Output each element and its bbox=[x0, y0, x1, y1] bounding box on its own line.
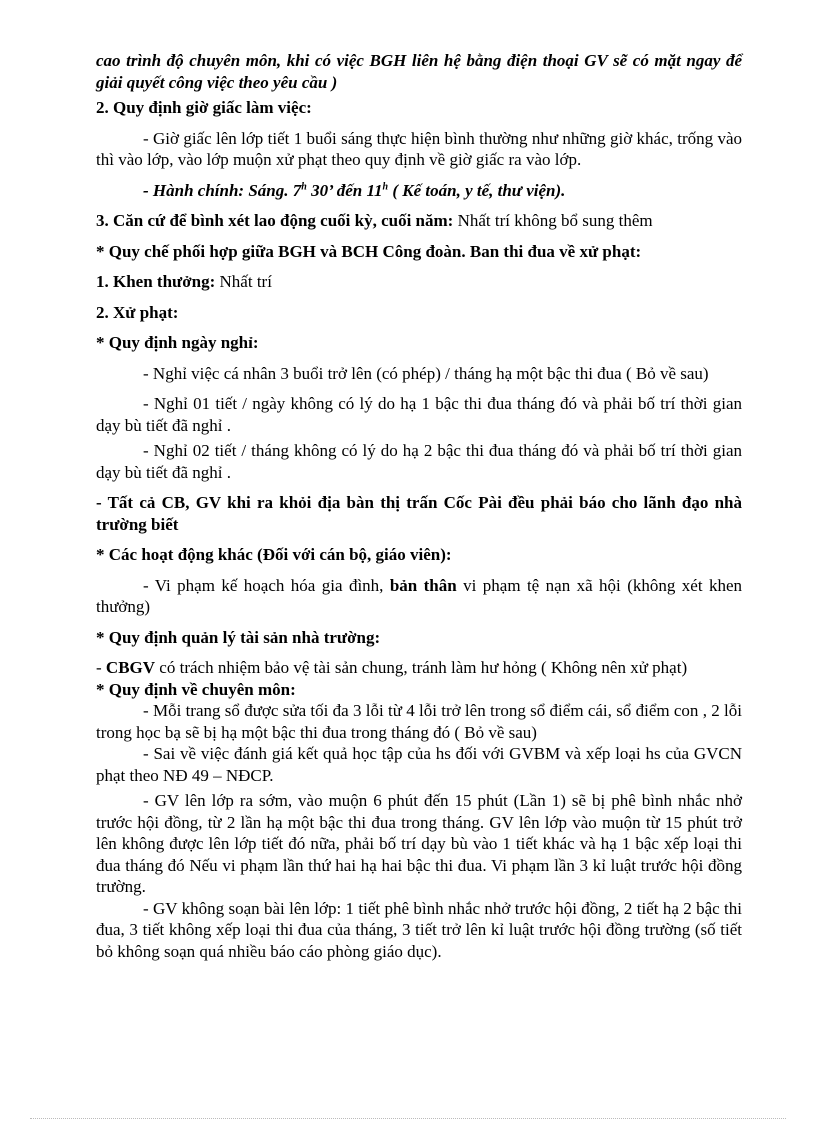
professional-rule-2: - Sai về việc đánh giá kết quả học tập của hs đối với GVBM và xếp loại hs của GVCN phạt theo NĐ 49 – NĐCP. bbox=[96, 744, 742, 785]
asset-bold: CBGV bbox=[105, 658, 156, 677]
office-hours-part-1: - Hành chính: Sáng. 7 bbox=[143, 180, 302, 200]
coordination-heading: * Quy chế phối hợp giữa BGH và BCH Công đoàn. Ban thi đua về xử phạt: bbox=[96, 241, 642, 261]
area-leave-rule: - Tất cả CB, GV khi ra khỏi địa bàn thị trấn Cốc Pài đều phải báo cho lãnh đạo nhà trường biết bbox=[96, 493, 742, 534]
reward-line bbox=[96, 271, 742, 293]
other-activities-title: * Các hoạt động khác (Đối với cán bộ, giáo viên): bbox=[96, 545, 452, 564]
section-3-line bbox=[96, 210, 742, 232]
section-3-title: 3. Căn cứ để bình xét lao động cuối kỳ, cuối năm: bbox=[96, 211, 454, 230]
professional-rule-1: - Mỗi trang sổ được sửa tối đa 3 lỗi từ 4 lỗi trở lên trong sổ điểm cái, sổ điểm con , 2 lỗi trong học bạ sẽ bị hạ một bậc thi đua trong tháng đó ( Bỏ về sau) bbox=[96, 701, 742, 742]
reward-title: 1. Khen thưởng: bbox=[96, 272, 216, 291]
office-hours-part-3: ( Kế toán, y tế, thư viện). bbox=[388, 180, 566, 200]
other-activities-post: vi phạm tệ nạn xã hội (không xét khen thưởng) bbox=[96, 575, 742, 616]
reward-text: Nhất trí bbox=[215, 272, 272, 291]
professional-rule-4: - GV không soạn bài lên lớp: 1 tiết phê bình nhắc nhở trước hội đồng, 2 tiết hạ 2 bậc thi đua, 3 tiết không xếp loại thi đua của tháng, 3 tiết trở lên kỉ luật trước hội đồng trường (số tiết bỏ không soạn quá nhiều báo cáo phòng giáo dục). bbox=[96, 898, 742, 961]
intro-italic-paragraph: cao trình độ chuyên môn, khi có việc BGH liên hệ bằng điện thoại GV sẽ có mặt ngay để giải quyết công việc theo yêu cầu ) bbox=[96, 51, 742, 92]
leave-rule-1: - Nghỉ việc cá nhân 3 buổi trở lên (có phép) / tháng hạ một bậc thi đua ( Bỏ về sau) bbox=[143, 363, 709, 383]
asset-post: có trách nhiệm bảo vệ tài sản chung, tránh làm hư hỏng ( Không nên xử phạt) bbox=[155, 658, 688, 677]
section-2-paragraph: - Giờ giấc lên lớp tiết 1 buổi sáng thực hiện bình thường như những giờ khác, trống vào thì vào lớp, vào lớp muộn xử phạt theo quy định về giờ giấc ra vào lớp. bbox=[96, 128, 742, 169]
leave-rule-2: - Nghỉ 01 tiết / ngày không có lý do hạ 1 bậc thi đua tháng đó và phải bố trí thời gian dạy bù tiết đã nghỉ . bbox=[96, 394, 742, 435]
penalty-title: 2. Xử phạt: bbox=[96, 302, 179, 322]
professional-rules-title: * Quy định về chuyên môn: bbox=[96, 679, 296, 699]
page-bottom-divider bbox=[30, 1118, 786, 1119]
other-activities-paragraph bbox=[96, 575, 742, 618]
asset-management-title: * Quy định quản lý tài sản nhà trường: bbox=[96, 627, 381, 647]
hour-superscript-2: h bbox=[382, 180, 389, 192]
section-3-text: Nhất trí không bổ sung thêm bbox=[453, 211, 653, 230]
document-page bbox=[96, 50, 742, 962]
office-hours-line bbox=[96, 180, 742, 202]
section-2-title: 2. Quy định giờ giấc làm việc: bbox=[96, 98, 312, 117]
leave-rule-3: - Nghỉ 02 tiết / tháng không có lý do hạ 2 bậc thi đua tháng đó và phải bố trí thời gian dạy bù tiết đã nghỉ . bbox=[96, 441, 742, 482]
office-hours-part-2: 30’ đến 11 bbox=[306, 180, 383, 200]
other-activities-bold: bản thân bbox=[389, 575, 457, 595]
asset-pre: - bbox=[96, 658, 106, 677]
hour-superscript-1: h bbox=[301, 180, 307, 192]
professional-rule-3: - GV lên lớp ra sớm, vào muộn 6 phút đến 15 phút (Lần 1) sẽ bị phê bình nhắc nhở trước hội đồng, từ 2 lần hạ một bậc thi đua trong tháng. GV lên lớp vào muộn từ 15 phút trở lên không được lên lớp tiết đó nữa, phải bố trí dạy bù vào 1 tiết khác và hạ 1 bậc xếp loại thi đua tháng đó Nếu vi phạm lần thứ hai hạ hai bậc thi đua. Vi phạm lần 3 kỉ luật trước hội đồng trường. bbox=[96, 791, 742, 896]
other-activities-pre: - Vi phạm kế hoạch hóa gia đình, bbox=[143, 575, 390, 595]
asset-management-paragraph bbox=[96, 657, 742, 679]
leave-rules-title: * Quy định ngày nghỉ: bbox=[96, 333, 259, 352]
